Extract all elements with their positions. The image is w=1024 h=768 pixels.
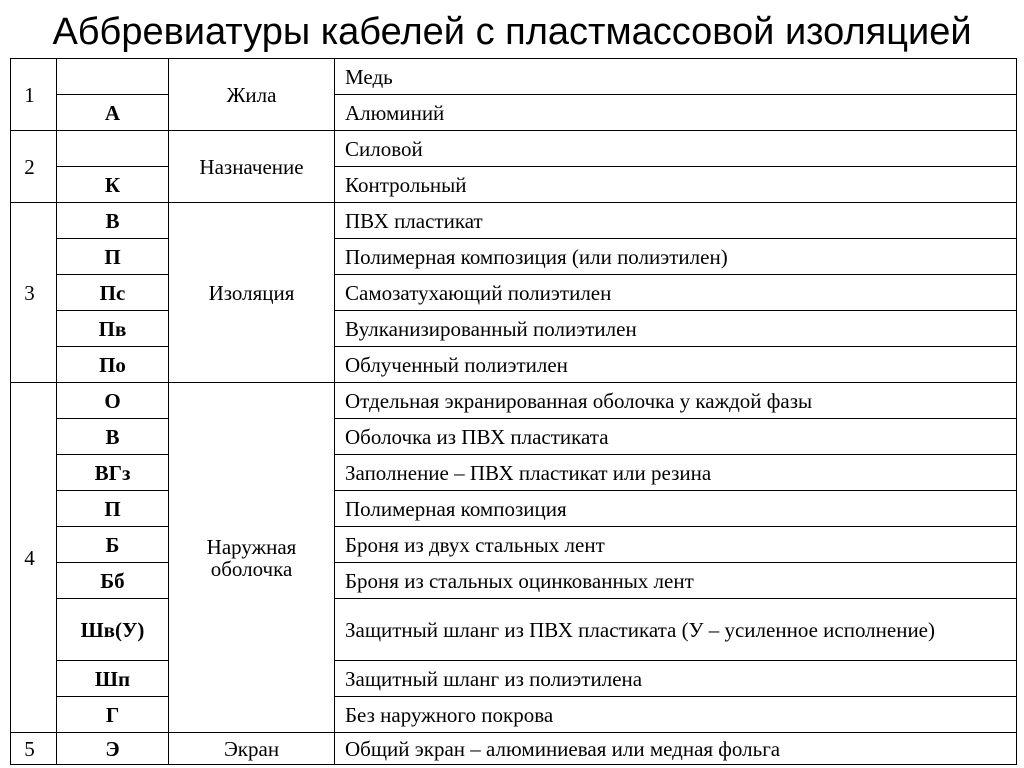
- description-cell: Полимерная композиция: [335, 491, 1017, 527]
- abbreviation-table: [10, 58, 1017, 765]
- code-cell: Пв: [57, 311, 169, 347]
- description-cell: Облученный полиэтилен: [335, 347, 1017, 383]
- code-cell: Пс: [57, 275, 169, 311]
- table-row: [11, 599, 1017, 661]
- code-cell: Э: [57, 733, 169, 765]
- description-cell: Алюминий: [335, 95, 1017, 131]
- code-cell: В: [57, 203, 169, 239]
- category-cell: Наружная оболочка: [169, 383, 335, 733]
- group-number: 5: [11, 733, 57, 765]
- table-row: [11, 95, 1017, 131]
- table-row: [11, 275, 1017, 311]
- code-cell: К: [57, 167, 169, 203]
- description-cell: Общий экран – алюминиевая или медная фольга: [335, 733, 1017, 765]
- code-cell: А: [57, 95, 169, 131]
- code-cell: Шв(У): [57, 599, 169, 661]
- description-cell: Вулканизированный полиэтилен: [335, 311, 1017, 347]
- table-row: [11, 167, 1017, 203]
- table-row: [11, 383, 1017, 419]
- table-row: [11, 733, 1017, 765]
- table-row: [11, 455, 1017, 491]
- category-cell: Экран: [169, 733, 335, 765]
- description-cell: Без наружного покрова: [335, 697, 1017, 733]
- description-cell: Самозатухающий полиэтилен: [335, 275, 1017, 311]
- code-cell: По: [57, 347, 169, 383]
- description-cell: Силовой: [335, 131, 1017, 167]
- code-cell: Шп: [57, 661, 169, 697]
- group-number: 4: [11, 383, 57, 733]
- table-row: [11, 59, 1017, 95]
- description-cell: Защитный шланг из полиэтилена: [335, 661, 1017, 697]
- category-cell: Назначение: [169, 131, 335, 203]
- description-cell: Броня из двух стальных лент: [335, 527, 1017, 563]
- description-cell: Броня из стальных оцинкованных лент: [335, 563, 1017, 599]
- description-cell: Медь: [335, 59, 1017, 95]
- category-cell: Жила: [169, 59, 335, 131]
- table-row: [11, 239, 1017, 275]
- code-cell: О: [57, 383, 169, 419]
- description-cell: Полимерная композиция (или полиэтилен): [335, 239, 1017, 275]
- code-cell: ВГз: [57, 455, 169, 491]
- code-cell: Г: [57, 697, 169, 733]
- description-cell: Отдельная экранированная оболочка у каждой фазы: [335, 383, 1017, 419]
- table-row: [11, 527, 1017, 563]
- code-cell: [57, 131, 169, 167]
- code-cell: Бб: [57, 563, 169, 599]
- description-cell: Защитный шланг из ПВХ пластиката (У – усиленное исполнение): [335, 599, 1017, 661]
- description-cell: Оболочка из ПВХ пластиката: [335, 419, 1017, 455]
- description-cell: Заполнение – ПВХ пластикат или резина: [335, 455, 1017, 491]
- table-row: [11, 563, 1017, 599]
- group-number: 3: [11, 203, 57, 383]
- description-cell: ПВХ пластикат: [335, 203, 1017, 239]
- category-cell: Изоляция: [169, 203, 335, 383]
- table-row: [11, 131, 1017, 167]
- code-cell: П: [57, 239, 169, 275]
- code-cell: П: [57, 491, 169, 527]
- code-cell: [57, 59, 169, 95]
- table-row: [11, 311, 1017, 347]
- code-cell: Б: [57, 527, 169, 563]
- group-number: 1: [11, 59, 57, 131]
- code-cell: В: [57, 419, 169, 455]
- page-title: Аббревиатуры кабелей с пластмассовой изоляцией: [52, 11, 972, 53]
- description-cell: Контрольный: [335, 167, 1017, 203]
- table-row: [11, 419, 1017, 455]
- table-row: [11, 203, 1017, 239]
- group-number: 2: [11, 131, 57, 203]
- table-row: [11, 661, 1017, 697]
- table-row: [11, 697, 1017, 733]
- table-row: [11, 491, 1017, 527]
- table-row: [11, 347, 1017, 383]
